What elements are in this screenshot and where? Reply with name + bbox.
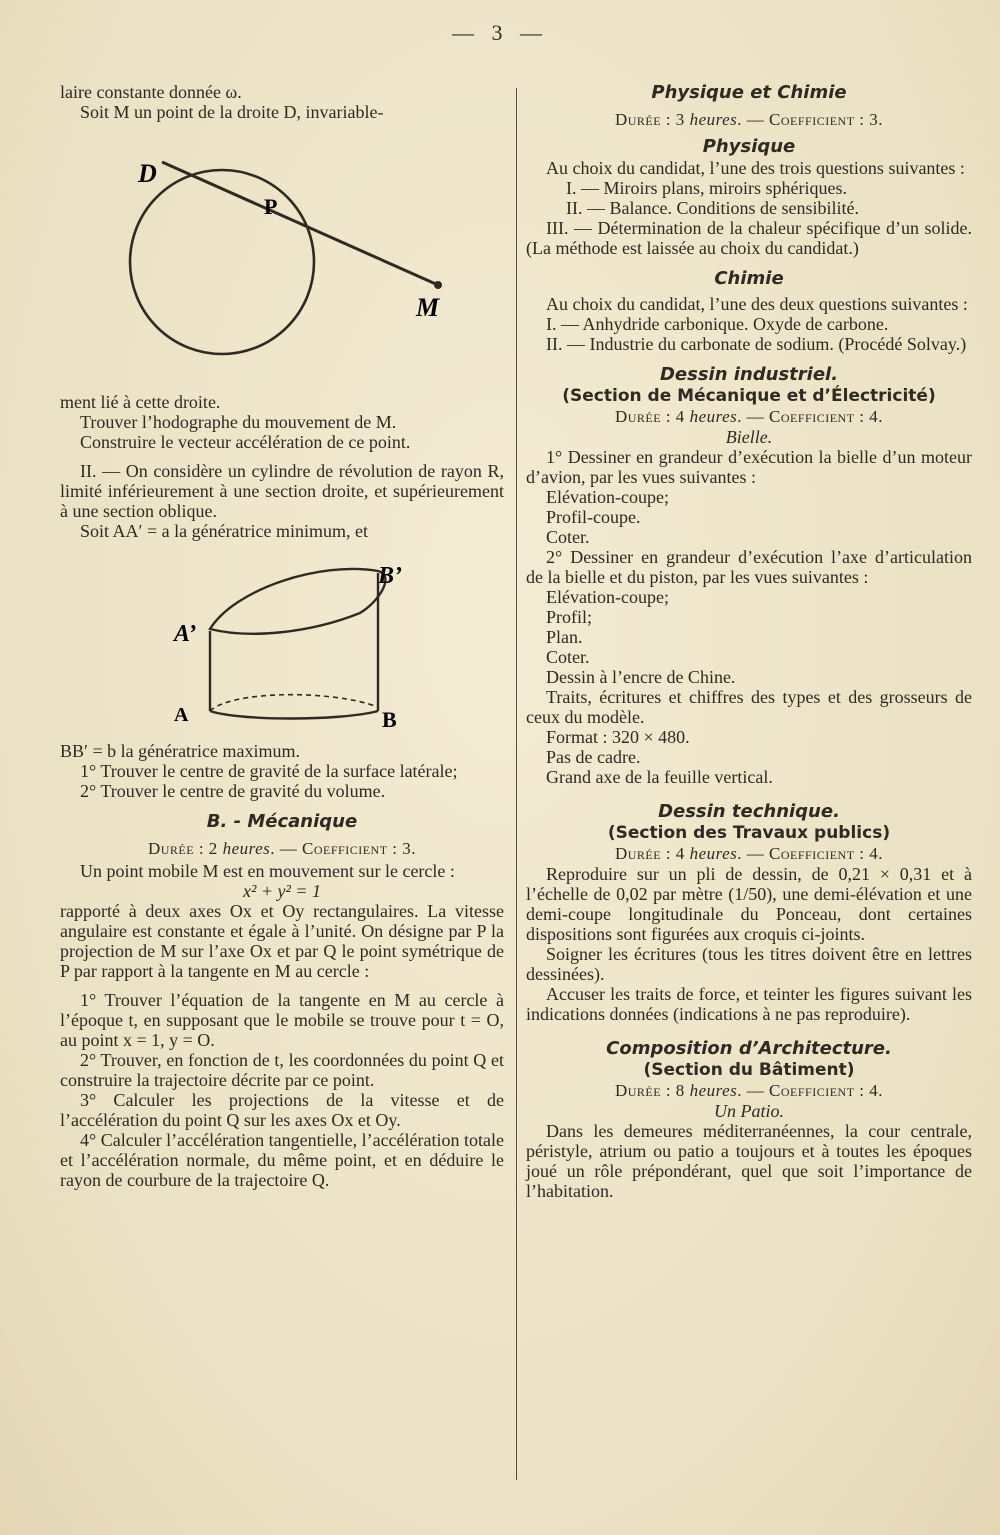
paragraph: Format : 320 × 480. bbox=[546, 727, 690, 747]
paragraph: 2° Dessiner en grandeur d’exécution l’axe d’articulation de la bielle et du piston, par les vues suivantes : bbox=[526, 547, 972, 587]
duration-line: Durée : 4 heures. — Coefficient : 4. bbox=[614, 844, 884, 863]
section-heading: B. - Mécanique bbox=[206, 811, 358, 832]
paragraph: Soit M un point de la droite D, invariable- bbox=[80, 102, 384, 122]
paragraph: Grand axe de la feuille vertical. bbox=[546, 767, 773, 787]
left-column bbox=[60, 82, 504, 1190]
paragraph: Trouver l’hodographe du mouvement de M. bbox=[80, 412, 397, 432]
list-item: III. — Détermination de la chaleur spécifique d’un solide. (La méthode est laissée au choix du candidat.) bbox=[526, 218, 972, 258]
paragraph: Reproduire sur un pli de dessin, de 0,21 × 0,31 et à l’échelle de 0,02 par mètre (1/50), une demi-élévation et une demi-coupe longitudinale du Ponceau, dont certaines dispositions sont figurées aux croquis ci-joints. bbox=[526, 864, 972, 944]
right-column bbox=[526, 82, 972, 1201]
page-number: — 3 — bbox=[452, 20, 548, 45]
paragraph: Traits, écritures et chiffres des types et des grosseurs de ceux du modèle. bbox=[526, 687, 972, 727]
section-subheading: (Section de Mécanique et d’Électricité) bbox=[562, 386, 936, 406]
paragraph: rapporté à deux axes Ox et Oy rectangulaires. La vitesse angulaire est constante et égale à l’unité. On désigne par P la projection de M sur l’axe Ox et par Q le point symétrique de P par rapport à la tangente en M au cercle : bbox=[60, 901, 504, 981]
cylinder-diagram bbox=[60, 541, 504, 741]
list-item: Coter. bbox=[546, 527, 590, 547]
subsection-heading: Chimie bbox=[714, 268, 784, 289]
label-a: A bbox=[174, 704, 189, 726]
exercise-title: Un Patio. bbox=[714, 1101, 784, 1121]
paragraph: BB′ = b la génératrice maximum. bbox=[60, 741, 301, 761]
paragraph: 1° Trouver l’équation de la tangente en M au cercle à l’époque t, en supposant que le mobile se trouve pour t = O, au point x = 1, y = O. bbox=[60, 990, 504, 1050]
paragraph: ment lié à cette droite. bbox=[60, 392, 221, 412]
section-heading: Dessin industriel. bbox=[659, 364, 839, 385]
label-d: D bbox=[138, 159, 157, 188]
duration-line: Durée : 8 heures. — Coefficient : 4. bbox=[614, 1081, 884, 1100]
list-item: I. — Miroirs plans, miroirs sphériques. bbox=[566, 178, 847, 198]
list-item: II. — Industrie du carbonate de sodium. (Procédé Solvay.) bbox=[546, 334, 967, 354]
paragraph: 4° Calculer l’accélération tangentielle, l’accélération totale et l’accélération normale, du même point, et en déduire le rayon de courbure de la trajectoire Q. bbox=[60, 1130, 504, 1190]
exercise-title: Bielle. bbox=[725, 427, 773, 447]
duration-line: Durée : 4 heures. — Coefficient : 4. bbox=[614, 407, 884, 426]
label-b-prime: B’ bbox=[378, 563, 402, 589]
paragraph: II. — On considère un cylindre de révolution de rayon R, limité inférieurement à une section droite, et supérieurement à une section oblique. bbox=[60, 461, 504, 521]
paragraph: 2° Trouver, en fonction de t, les coordonnées du point Q et construire la trajectoire décrite par ce point. bbox=[60, 1050, 504, 1090]
paragraph: Accuser les traits de force, et teinter les figures suivant les indications données (indications à ne pas reproduire). bbox=[526, 984, 972, 1024]
paragraph: Dans les demeures méditerranéennes, la cour centrale, péristyle, atrium ou patio a toujours et à toutes les époques joué un rôle prépondérant, quel que soit l’importance de l’habitation. bbox=[526, 1121, 972, 1201]
paragraph: Au choix du candidat, l’une des deux questions suivantes : bbox=[546, 294, 968, 314]
paragraph: Un point mobile M est en mouvement sur le cercle : bbox=[80, 861, 455, 881]
paragraph: Dessin à l’encre de Chine. bbox=[546, 667, 736, 687]
figure-circle-line bbox=[60, 122, 504, 392]
paragraph: Soit AA′ = a la génératrice minimum, et bbox=[80, 521, 369, 541]
label-m: M bbox=[416, 293, 440, 322]
list-item: I. — Anhydride carbonique. Oxyde de carbone. bbox=[546, 314, 889, 334]
label-p: P bbox=[264, 194, 278, 219]
list-item: Elévation-coupe; bbox=[546, 487, 669, 507]
list-item: Coter. bbox=[546, 647, 590, 667]
circle-line-diagram bbox=[60, 122, 504, 392]
section-subheading: (Section des Travaux publics) bbox=[607, 823, 891, 843]
paragraph: 1° Dessiner en grandeur d’exécution la bielle d’un moteur d’avion, par les vues suivantes : bbox=[526, 447, 972, 487]
section-heading: Composition d’Architecture. bbox=[606, 1038, 892, 1059]
section-heading: Dessin technique. bbox=[658, 801, 840, 822]
duration-line: Durée : 2 heures. — Coefficient : 3. bbox=[147, 839, 417, 858]
paragraph: Soigner les écritures (tous les titres doivent être en lettres dessinées). bbox=[526, 944, 972, 984]
section-subheading: (Section du Bâtiment) bbox=[643, 1060, 855, 1080]
paragraph: Au choix du candidat, l’une des trois questions suivantes : bbox=[546, 158, 965, 178]
list-item: Elévation-coupe; bbox=[546, 587, 669, 607]
list-item: Profil; bbox=[546, 607, 593, 627]
list-item: Plan. bbox=[546, 627, 583, 647]
subsection-heading: Physique bbox=[702, 136, 796, 157]
label-a-prime: A’ bbox=[174, 621, 197, 647]
paragraph: 3° Calculer les projections de la vitesse et de l’accélération du point Q sur les axes Ox et Oy. bbox=[60, 1090, 504, 1130]
paragraph: Construire le vecteur accélération de ce point. bbox=[80, 432, 411, 452]
figure-cylinder bbox=[60, 541, 504, 741]
paragraph: Pas de cadre. bbox=[546, 747, 641, 767]
section-heading: Physique et Chimie bbox=[651, 82, 847, 103]
paragraph: 1° Trouver le centre de gravité de la surface latérale; bbox=[80, 761, 458, 781]
label-b: B bbox=[382, 707, 397, 732]
list-item: Profil-coupe. bbox=[546, 507, 641, 527]
duration-line: Durée : 3 heures. — Coefficient : 3. bbox=[614, 110, 884, 129]
paragraph: 2° Trouver le centre de gravité du volume. bbox=[80, 781, 386, 801]
list-item: II. — Balance. Conditions de sensibilité. bbox=[566, 198, 859, 218]
column-divider bbox=[516, 88, 517, 1480]
equation: x² + y² = 1 bbox=[242, 881, 322, 901]
paragraph: laire constante donnée ω. bbox=[60, 82, 242, 102]
